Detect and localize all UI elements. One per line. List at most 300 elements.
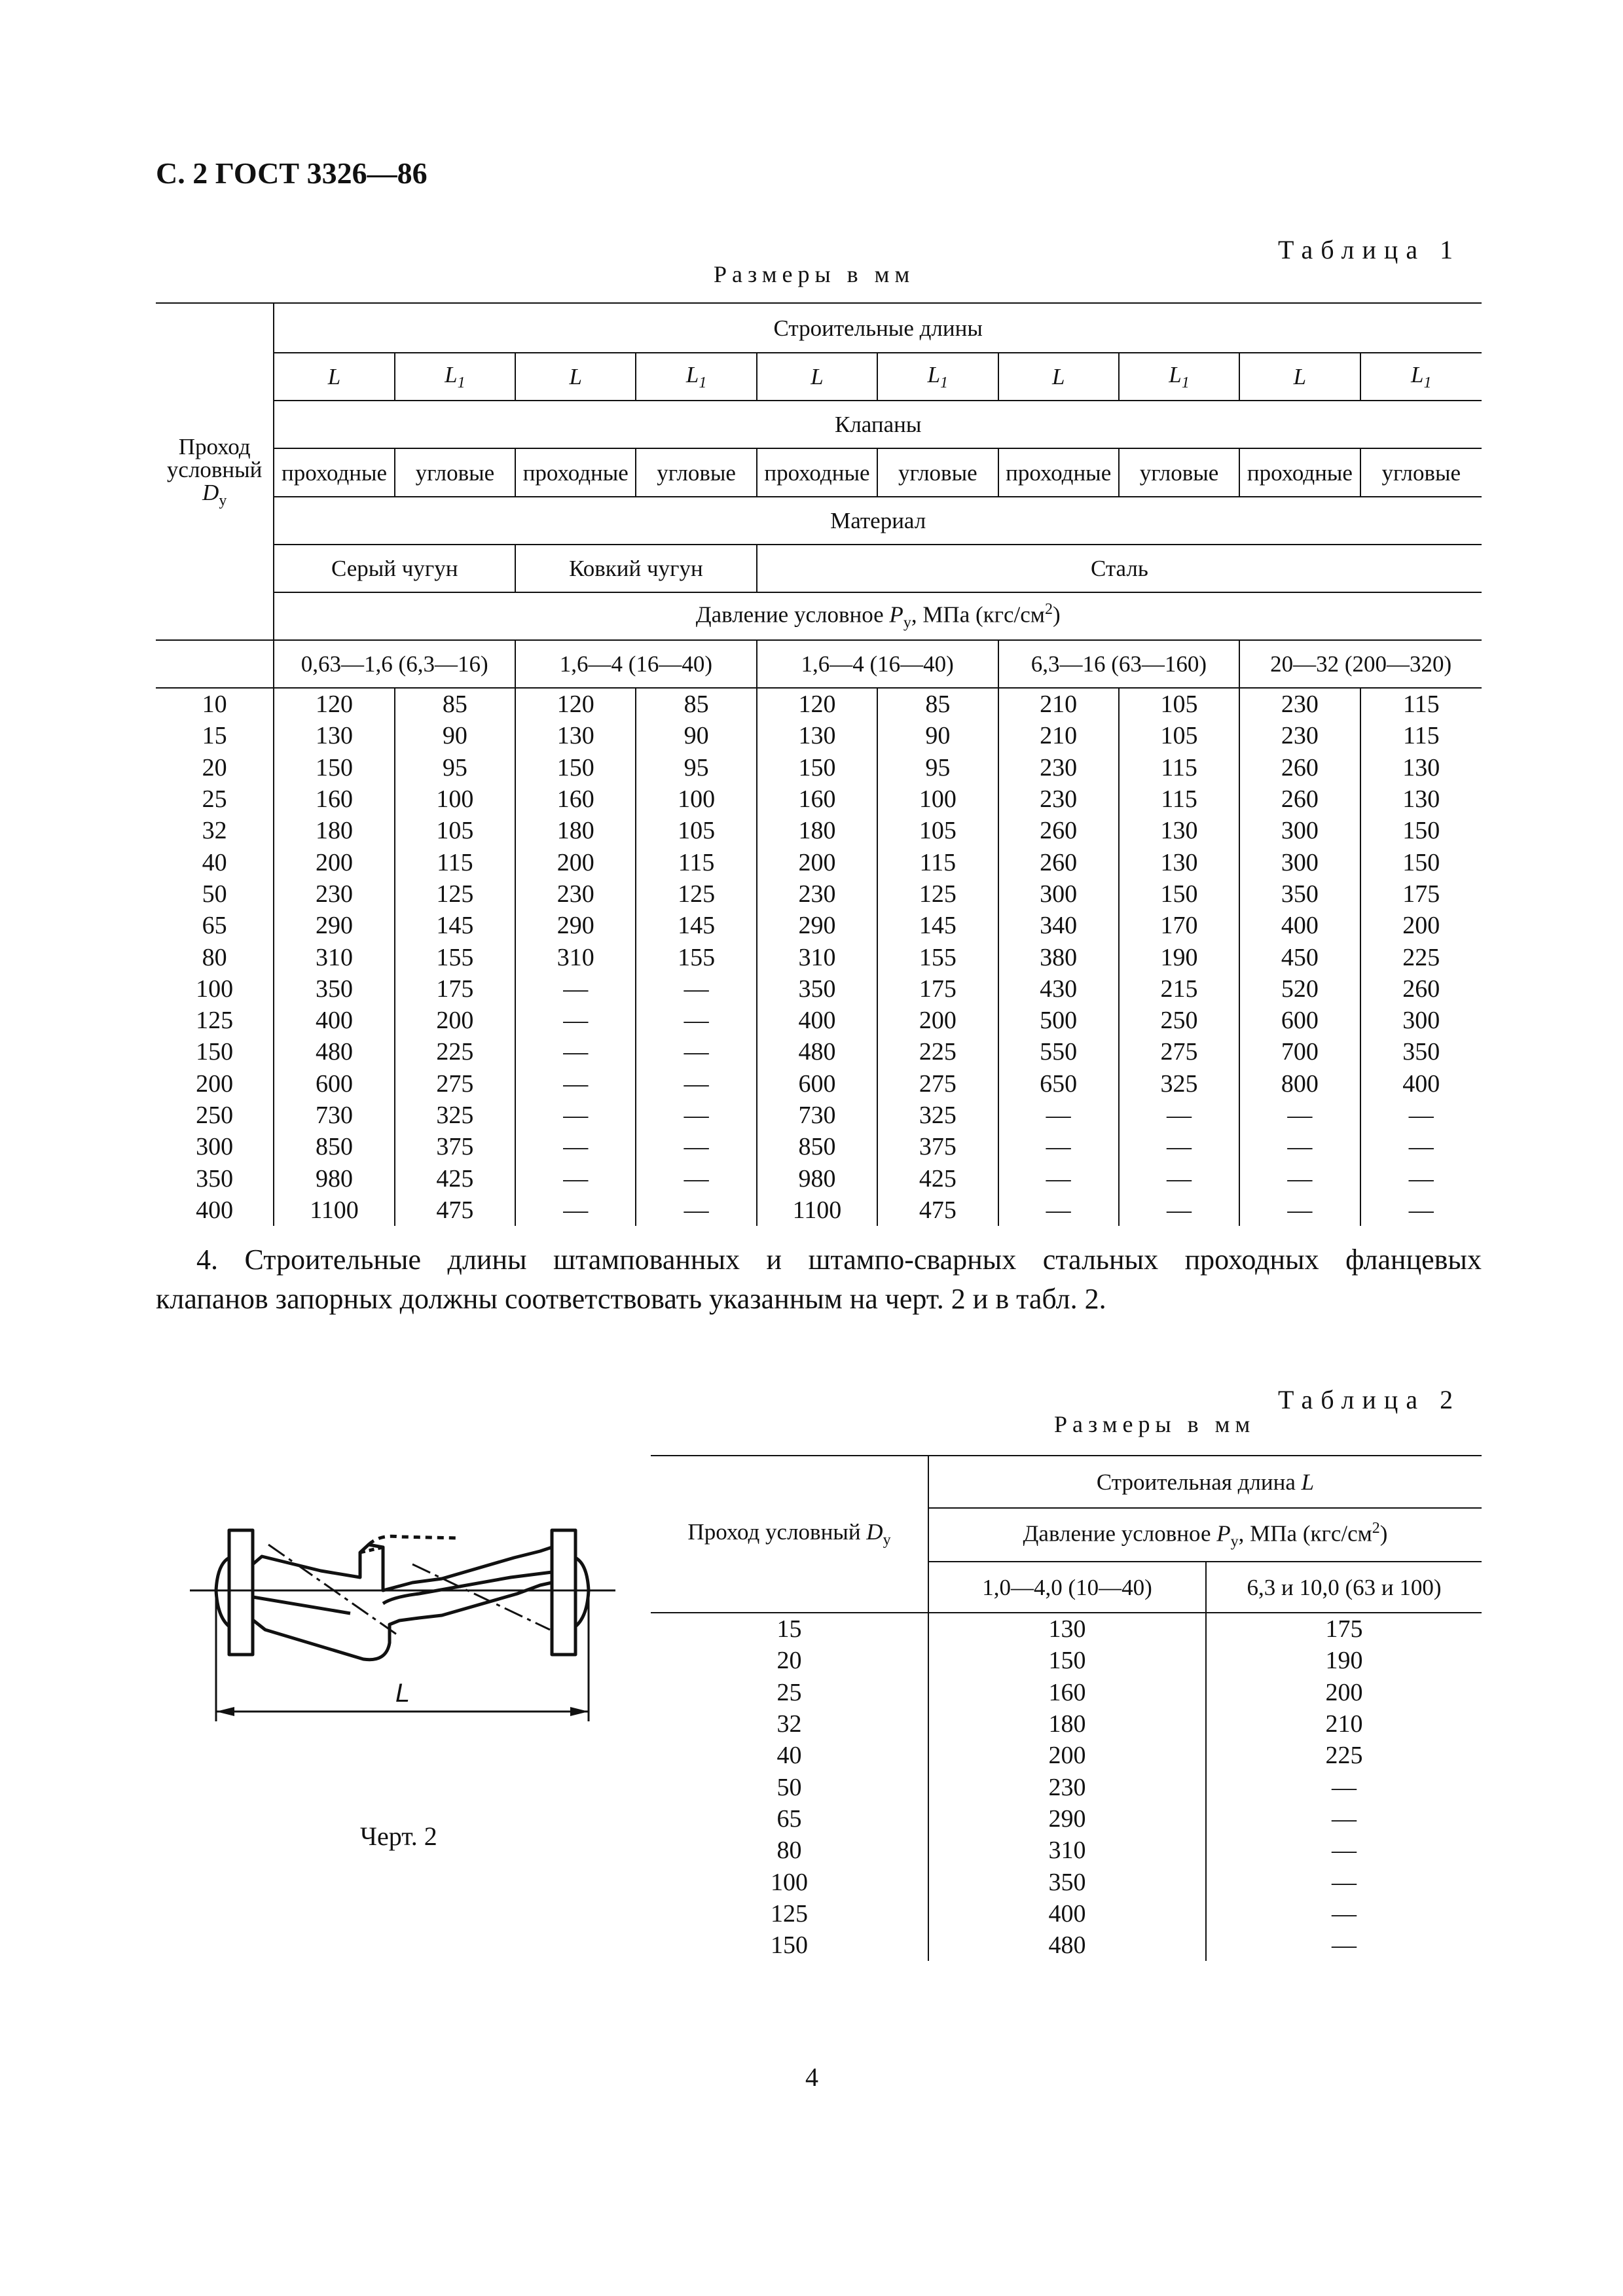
- table-cell: 155: [636, 941, 756, 973]
- row-dn: 250: [196, 1102, 234, 1129]
- table-row: [651, 1866, 1482, 1897]
- table-cell: 480: [757, 1036, 877, 1067]
- valve-through: проходные: [757, 448, 877, 497]
- table-cell: 85: [877, 688, 998, 720]
- valve-through: проходные: [998, 448, 1119, 497]
- table-cell: 380: [998, 941, 1119, 973]
- row-dn: 25: [776, 1678, 802, 1706]
- table-cell: 230: [998, 752, 1119, 783]
- table-row: [156, 720, 1482, 751]
- pressure-value: 1,6—4 (16—40): [515, 640, 757, 688]
- table-cell: —: [636, 1068, 756, 1100]
- table-cell: 850: [274, 1131, 394, 1162]
- table-cell: —: [515, 1036, 636, 1067]
- table-cell: 310: [515, 941, 636, 973]
- table-cell: 145: [636, 910, 756, 941]
- table-cell: 350: [1360, 1036, 1482, 1067]
- table-cell: 125: [395, 878, 515, 910]
- row-dn: 25: [202, 785, 227, 814]
- row-dn: 150: [771, 1931, 808, 1960]
- table-cell: 325: [1119, 1068, 1239, 1100]
- table-cell: —: [636, 973, 756, 1005]
- len1-label: $L_1$: [877, 353, 998, 401]
- table-cell: 90: [877, 720, 998, 751]
- table-cell: 310: [928, 1835, 1206, 1866]
- table-cell: 90: [636, 720, 756, 751]
- table-cell: 350: [928, 1866, 1206, 1897]
- table-cell: 400: [928, 1898, 1206, 1929]
- table-cell: —: [636, 1194, 756, 1226]
- table-cell: 180: [515, 815, 636, 846]
- table-cell: 130: [1360, 752, 1482, 783]
- table-cell: 175: [1206, 1613, 1482, 1645]
- table-cell: —: [1206, 1771, 1482, 1803]
- table-cell: —: [1206, 1898, 1482, 1929]
- valve-through: проходные: [515, 448, 636, 497]
- table-cell: 200: [515, 846, 636, 878]
- table-cell: —: [1119, 1194, 1239, 1226]
- row-dn: 50: [776, 1773, 802, 1801]
- table2-units: Размеры в мм: [1054, 1411, 1256, 1437]
- table-cell: —: [998, 1131, 1119, 1162]
- table-cell: 175: [877, 973, 998, 1005]
- table-cell: 200: [928, 1740, 1206, 1771]
- table-cell: —: [998, 1194, 1119, 1226]
- table-cell: —: [1119, 1100, 1239, 1131]
- len-label: L: [274, 353, 394, 401]
- table-cell: —: [1239, 1162, 1360, 1194]
- table-cell: 115: [877, 846, 998, 878]
- row-dn: 400: [196, 1196, 234, 1224]
- table-cell: 260: [1239, 783, 1360, 815]
- table-cell: 375: [395, 1131, 515, 1162]
- table-cell: 150: [928, 1645, 1206, 1676]
- table-cell: 115: [1119, 783, 1239, 815]
- table-cell: —: [1206, 1803, 1482, 1835]
- table-cell: —: [515, 1162, 636, 1194]
- table-cell: 500: [998, 1005, 1119, 1036]
- table-cell: 275: [877, 1068, 998, 1100]
- table-cell: 400: [757, 1005, 877, 1036]
- table-cell: 400: [1360, 1068, 1482, 1100]
- table-cell: 190: [1119, 941, 1239, 973]
- table-cell: —: [998, 1162, 1119, 1194]
- table-cell: —: [515, 1194, 636, 1226]
- row-dn: 100: [196, 975, 234, 1003]
- table-row: [651, 1708, 1482, 1740]
- table-row: [651, 1740, 1482, 1771]
- table-cell: 230: [1239, 720, 1360, 751]
- table-cell: 105: [877, 815, 998, 846]
- table-cell: 600: [1239, 1005, 1360, 1036]
- row-dn: 32: [776, 1710, 802, 1738]
- table-cell: 300: [1360, 1005, 1482, 1036]
- table-cell: —: [636, 1005, 756, 1036]
- row-dn: 100: [771, 1868, 808, 1896]
- table-cell: 85: [636, 688, 756, 720]
- row-dn: 80: [776, 1837, 802, 1865]
- table-cell: 170: [1119, 910, 1239, 941]
- table-cell: 300: [1239, 815, 1360, 846]
- table-cell: 130: [1119, 815, 1239, 846]
- table-cell: 520: [1239, 973, 1360, 1005]
- len1-label: $L_1$: [1360, 353, 1482, 401]
- table-cell: 210: [998, 720, 1119, 751]
- table1-row-header: Проход условный $D_у$: [156, 303, 274, 640]
- table-cell: —: [1119, 1131, 1239, 1162]
- len1-label: $L_1$: [395, 353, 515, 401]
- table2-header: [651, 1456, 1482, 1613]
- table1-valves-title: Клапаны: [274, 401, 1482, 448]
- table2-body: [651, 1613, 1482, 1961]
- table-cell: 125: [636, 878, 756, 910]
- table-cell: 430: [998, 973, 1119, 1005]
- table-cell: 155: [395, 941, 515, 973]
- table1-group-title: Строительные длины: [274, 303, 1482, 353]
- table-cell: 290: [757, 910, 877, 941]
- table-row: [156, 1100, 1482, 1131]
- valve-angle: угловые: [636, 448, 756, 497]
- table-cell: 150: [1119, 878, 1239, 910]
- table-cell: 180: [928, 1708, 1206, 1740]
- table-cell: 85: [395, 688, 515, 720]
- table-cell: 300: [998, 878, 1119, 910]
- table-cell: 650: [998, 1068, 1119, 1100]
- row-dn: 32: [202, 817, 227, 845]
- table1-caption: Таблица 1: [1278, 235, 1461, 264]
- table-cell: 550: [998, 1036, 1119, 1067]
- table-cell: 290: [274, 910, 394, 941]
- row-dn: 15: [202, 722, 227, 750]
- page-number: 4: [805, 2062, 818, 2092]
- section4-paragraph-cont: клапанов запорных должны соответствовать указанным на черт. 2 и в табл. 2.: [156, 1283, 1106, 1315]
- table-cell: —: [636, 1162, 756, 1194]
- table-row: [156, 688, 1482, 720]
- table-row: [156, 910, 1482, 941]
- len1-label: $L_1$: [1119, 353, 1239, 401]
- table-cell: 225: [1360, 941, 1482, 973]
- table-cell: 150: [757, 752, 877, 783]
- table1-material-row: [156, 545, 1482, 592]
- table-cell: 200: [1360, 910, 1482, 941]
- table-row: [651, 1835, 1482, 1866]
- table-cell: 350: [274, 973, 394, 1005]
- table-cell: 1100: [757, 1194, 877, 1226]
- table-cell: 230: [757, 878, 877, 910]
- table-row: [156, 941, 1482, 973]
- table-cell: 325: [395, 1100, 515, 1131]
- row-dn: 125: [771, 1899, 808, 1928]
- table-cell: 210: [1206, 1708, 1482, 1740]
- table-cell: —: [636, 1131, 756, 1162]
- table-cell: 290: [515, 910, 636, 941]
- table-cell: 425: [877, 1162, 998, 1194]
- row-dn: 350: [196, 1164, 234, 1193]
- row-dn: 125: [196, 1007, 234, 1035]
- table-cell: 150: [1360, 815, 1482, 846]
- table-cell: 300: [1239, 846, 1360, 878]
- table-cell: 230: [928, 1771, 1206, 1803]
- table-cell: 105: [395, 815, 515, 846]
- table-row: [651, 1645, 1482, 1676]
- table-cell: —: [1360, 1100, 1482, 1131]
- table-cell: 130: [757, 720, 877, 751]
- pressure-value: 1,0—4,0 (10—40): [928, 1562, 1206, 1613]
- table-row: [156, 1162, 1482, 1194]
- table-cell: 310: [274, 941, 394, 973]
- table-cell: 145: [395, 910, 515, 941]
- table-cell: 375: [877, 1131, 998, 1162]
- table-cell: 800: [1239, 1068, 1360, 1100]
- table-cell: 130: [515, 720, 636, 751]
- row-dn: 80: [202, 943, 227, 971]
- table-cell: —: [515, 1005, 636, 1036]
- table-cell: 145: [877, 910, 998, 941]
- table-cell: 105: [636, 815, 756, 846]
- table-cell: —: [515, 1100, 636, 1131]
- table-cell: 130: [1119, 846, 1239, 878]
- dim-L-label: L: [395, 1679, 410, 1708]
- table-cell: 260: [1239, 752, 1360, 783]
- table-row: [156, 878, 1482, 910]
- len-label: L: [757, 353, 877, 401]
- valve-angle: угловые: [395, 448, 515, 497]
- section4-paragraph: 4. Строительные длины штампованных и штампо-сварных стальных проходных фланцевых: [196, 1244, 1482, 1276]
- table-cell: —: [1360, 1131, 1482, 1162]
- table-cell: 130: [1360, 783, 1482, 815]
- table-cell: 310: [757, 941, 877, 973]
- table-cell: —: [1206, 1835, 1482, 1866]
- row-dn: 50: [202, 880, 227, 908]
- row-dn: 20: [202, 753, 227, 781]
- table-cell: —: [1206, 1929, 1482, 1961]
- table-cell: 215: [1119, 973, 1239, 1005]
- table-cell: 160: [515, 783, 636, 815]
- table-row: [651, 1898, 1482, 1929]
- table-row: [156, 783, 1482, 815]
- table-cell: 160: [928, 1677, 1206, 1708]
- row-dn: 300: [196, 1133, 234, 1161]
- table-cell: 115: [1360, 688, 1482, 720]
- table-cell: 480: [928, 1929, 1206, 1961]
- material-steel: Сталь: [757, 545, 1482, 592]
- table2-pressure-title: Давление условное $P_у$, МПа $(кгс/см^2)$: [928, 1508, 1482, 1562]
- row-dn: 15: [776, 1615, 802, 1643]
- table-cell: 325: [877, 1100, 998, 1131]
- table-cell: 95: [636, 752, 756, 783]
- table-cell: 160: [757, 783, 877, 815]
- table-row: [651, 1929, 1482, 1961]
- table-row: [156, 1131, 1482, 1162]
- table-cell: 400: [274, 1005, 394, 1036]
- table-cell: —: [636, 1036, 756, 1067]
- table-cell: —: [998, 1100, 1119, 1131]
- table-row: [651, 1803, 1482, 1835]
- table-cell: 180: [757, 815, 877, 846]
- table1-valve-type-row: [156, 448, 1482, 497]
- table-cell: 230: [515, 878, 636, 910]
- table-cell: 275: [395, 1068, 515, 1100]
- table-cell: 260: [1360, 973, 1482, 1005]
- table-cell: 450: [1239, 941, 1360, 973]
- len-label: L: [998, 353, 1119, 401]
- table-cell: 290: [928, 1803, 1206, 1835]
- table-cell: 425: [395, 1162, 515, 1194]
- table-row: [651, 1677, 1482, 1708]
- table1-pressure-title: Давление условное $P_у$, МПа $(кгс/см^2)$: [274, 592, 1482, 640]
- table-cell: —: [636, 1100, 756, 1131]
- material-gray-iron: Серый чугун: [274, 545, 515, 592]
- table-row: [651, 1613, 1482, 1645]
- table-row: [156, 1036, 1482, 1067]
- table-row: [156, 1005, 1482, 1036]
- table-cell: —: [1360, 1162, 1482, 1194]
- pressure-value: 20—32 (200—320): [1239, 640, 1482, 688]
- valve-through: проходные: [274, 448, 394, 497]
- table-row: [156, 1194, 1482, 1226]
- row-dn: 65: [776, 1804, 802, 1833]
- table-cell: 200: [1206, 1677, 1482, 1708]
- table-cell: 250: [1119, 1005, 1239, 1036]
- table-cell: 980: [274, 1162, 394, 1194]
- table-cell: 100: [395, 783, 515, 815]
- table-cell: 120: [274, 688, 394, 720]
- table-cell: 105: [1119, 720, 1239, 751]
- row-dn: 200: [196, 1069, 234, 1098]
- row-dn: 150: [196, 1038, 234, 1066]
- table-cell: 225: [1206, 1740, 1482, 1771]
- table-cell: —: [1239, 1131, 1360, 1162]
- table-cell: 100: [877, 783, 998, 815]
- table2: [651, 1455, 1482, 1961]
- material-malleable-iron: Ковкий чугун: [515, 545, 757, 592]
- table2-group-title: Строительная длина L: [928, 1456, 1482, 1508]
- table-cell: 210: [998, 688, 1119, 720]
- table-cell: 115: [395, 846, 515, 878]
- table-cell: 230: [1239, 688, 1360, 720]
- table-cell: 980: [757, 1162, 877, 1194]
- table-cell: 115: [1360, 720, 1482, 751]
- table-cell: 225: [877, 1036, 998, 1067]
- table1-header: [156, 303, 1482, 688]
- table-cell: —: [1206, 1866, 1482, 1897]
- table-cell: 120: [515, 688, 636, 720]
- len1-label: $L_1$: [636, 353, 756, 401]
- table-cell: 150: [515, 752, 636, 783]
- table-cell: 125: [877, 878, 998, 910]
- table-row: [156, 846, 1482, 878]
- table-cell: 160: [274, 783, 394, 815]
- table-cell: —: [515, 1131, 636, 1162]
- row-dn: 40: [776, 1742, 802, 1770]
- table-cell: 480: [274, 1036, 394, 1067]
- table-cell: 230: [998, 783, 1119, 815]
- table-cell: 600: [757, 1068, 877, 1100]
- table-row: [651, 1771, 1482, 1803]
- table-cell: 130: [274, 720, 394, 751]
- page-header: С. 2 ГОСТ 3326—86: [156, 156, 428, 190]
- table1: [156, 302, 1482, 1226]
- table2-row-header: Проход условный $D_у$: [651, 1456, 928, 1613]
- table-cell: 90: [395, 720, 515, 751]
- table-cell: 260: [998, 846, 1119, 878]
- table-cell: —: [1239, 1100, 1360, 1131]
- table-cell: 400: [1239, 910, 1360, 941]
- table-cell: 350: [1239, 878, 1360, 910]
- table-row: [156, 1068, 1482, 1100]
- table-cell: 180: [274, 815, 394, 846]
- table-cell: 260: [998, 815, 1119, 846]
- table1-body: [156, 688, 1482, 1226]
- table1-material-title: Материал: [274, 497, 1482, 545]
- pressure-value: 6,3 и 10,0 (63 и 100): [1206, 1562, 1482, 1613]
- table-cell: 105: [1119, 688, 1239, 720]
- table-cell: 200: [395, 1005, 515, 1036]
- row-dn: 65: [202, 912, 227, 940]
- len-label: L: [515, 353, 636, 401]
- table-cell: 175: [395, 973, 515, 1005]
- table1-units: Размеры в мм: [714, 261, 915, 287]
- table-cell: 130: [928, 1613, 1206, 1645]
- table-cell: 150: [274, 752, 394, 783]
- table-cell: 700: [1239, 1036, 1360, 1067]
- table-cell: 340: [998, 910, 1119, 941]
- table-cell: 850: [757, 1131, 877, 1162]
- table-cell: 730: [757, 1100, 877, 1131]
- len-label: L: [1239, 353, 1360, 401]
- table-cell: 200: [274, 846, 394, 878]
- table-cell: 95: [395, 752, 515, 783]
- row-dn: 20: [776, 1647, 802, 1675]
- table-cell: 115: [636, 846, 756, 878]
- table-row: [156, 815, 1482, 846]
- table-cell: 475: [877, 1194, 998, 1226]
- valve-angle: угловые: [1360, 448, 1482, 497]
- table-cell: 275: [1119, 1036, 1239, 1067]
- table-cell: —: [1119, 1162, 1239, 1194]
- table1-pressure-row: [156, 640, 1482, 688]
- pressure-value: 0,63—1,6 (6,3—16): [274, 640, 515, 688]
- table-cell: 190: [1206, 1645, 1482, 1676]
- valve-drawing: [183, 1505, 642, 1833]
- valve-through: проходные: [1239, 448, 1360, 497]
- table-cell: —: [515, 1068, 636, 1100]
- table-cell: 155: [877, 941, 998, 973]
- table-cell: 730: [274, 1100, 394, 1131]
- table-row: [156, 973, 1482, 1005]
- table-cell: 350: [757, 973, 877, 1005]
- table-cell: 200: [757, 846, 877, 878]
- table-cell: 200: [877, 1005, 998, 1036]
- table-cell: 100: [636, 783, 756, 815]
- table-row: [156, 752, 1482, 783]
- table-cell: 95: [877, 752, 998, 783]
- pressure-value: 1,6—4 (16—40): [757, 640, 998, 688]
- table-cell: 1100: [274, 1194, 394, 1226]
- table-cell: 225: [395, 1036, 515, 1067]
- table-cell: 175: [1360, 878, 1482, 910]
- table1-length-row: [156, 353, 1482, 401]
- table-cell: 150: [1360, 846, 1482, 878]
- table-cell: 475: [395, 1194, 515, 1226]
- table-cell: 120: [757, 688, 877, 720]
- valve-angle: угловые: [877, 448, 998, 497]
- table-cell: 230: [274, 878, 394, 910]
- table-cell: 115: [1119, 752, 1239, 783]
- row-dn: 10: [202, 691, 227, 719]
- valve-angle: угловые: [1119, 448, 1239, 497]
- pressure-value: 6,3—16 (63—160): [998, 640, 1240, 688]
